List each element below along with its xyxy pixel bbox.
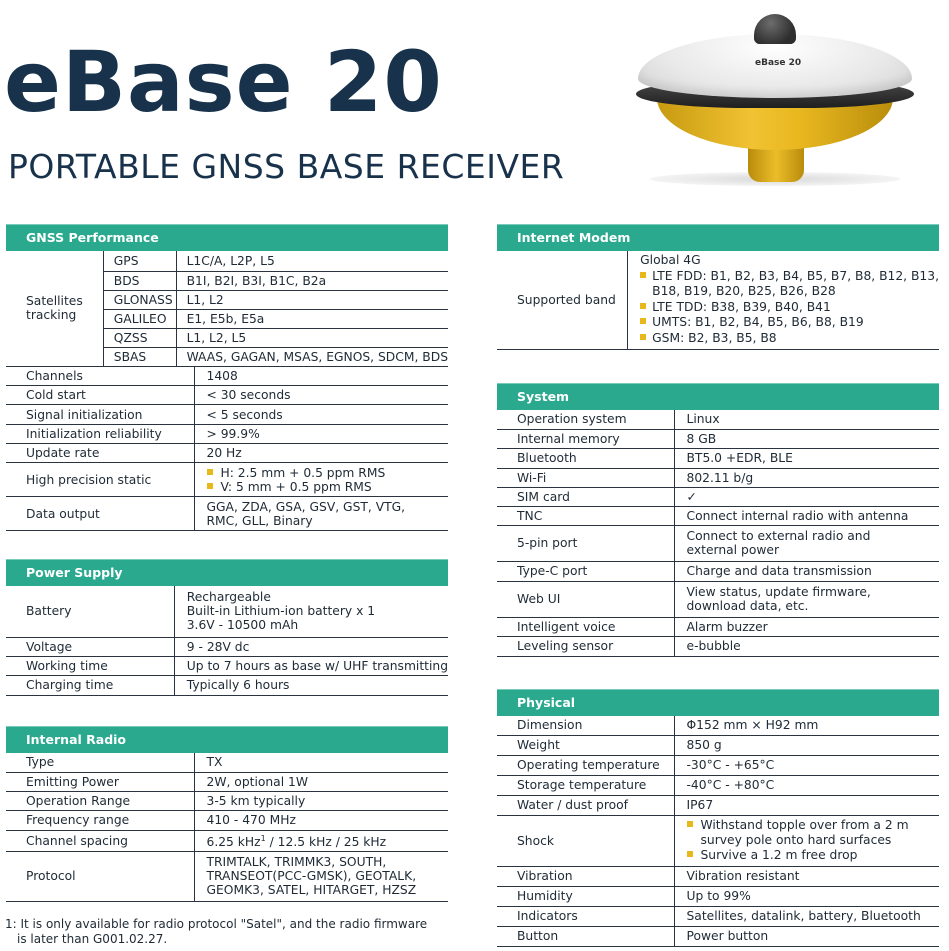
gnss-system-value: L1, L2: [176, 290, 448, 309]
spec-label: Supported band: [497, 251, 628, 349]
gnss-system-name: BDS: [103, 271, 176, 290]
spec-value: Alarm buzzer: [674, 617, 939, 636]
spec-value: [674, 525, 939, 561]
spec-value: [174, 586, 448, 637]
bullet-icon: [640, 318, 646, 324]
spec-label: Battery: [6, 586, 174, 637]
spec-value: IP67: [674, 795, 939, 815]
spec-value: Up to 99%: [674, 886, 939, 906]
spec-value: [194, 463, 448, 497]
spec-label: Frequency range: [6, 810, 194, 830]
bullet-icon: [207, 483, 213, 489]
bullet-icon: [207, 469, 213, 475]
spec-value: < 30 seconds: [194, 386, 448, 405]
spec-label: Dimension: [497, 716, 674, 735]
spec-value: [194, 851, 448, 901]
spec-value: [628, 251, 939, 349]
system-section: [497, 383, 939, 657]
spec-label: Indicators: [497, 906, 674, 926]
spec-value: -40°C - +80°C: [674, 775, 939, 795]
footnote-line: 1: It is only available for radio protocol "Satel", and the radio firmware: [5, 917, 428, 931]
shock-line: survey pole onto hard surfaces: [700, 833, 892, 847]
shock-line: Survive a 1.2 m free drop: [700, 848, 858, 862]
gnss-system-value: L1C/A, L2P, L5: [176, 251, 448, 271]
bullet-icon: [687, 821, 693, 827]
spec-label: Weight: [497, 735, 674, 755]
spec-label: Voltage: [6, 637, 174, 656]
spec-value: [674, 581, 939, 617]
band-line: GSM: B2, B3, B5, B8: [652, 330, 777, 345]
spec-label: TNC: [497, 506, 674, 525]
gnss-system-name: GLONASS: [103, 290, 176, 309]
spec-value: 2W, optional 1W: [194, 772, 448, 791]
physical-section: [497, 689, 939, 947]
spec-value: Satellites, datalink, battery, Bluetooth: [674, 906, 939, 926]
spec-value: Vibration resistant: [674, 866, 939, 886]
spec-value: Charge and data transmission: [674, 561, 939, 581]
spec-label: Operation system: [497, 410, 674, 429]
spec-label: Wi-Fi: [497, 468, 674, 487]
spec-label: Intelligent voice: [497, 617, 674, 636]
spec-value: < 5 seconds: [194, 405, 448, 425]
gnss-system-name: GALILEO: [103, 309, 176, 328]
spec-value: -30°C - +65°C: [674, 755, 939, 775]
spec-label: Cold start: [6, 386, 194, 405]
battery-line: Built-in Lithium-ion battery x 1: [186, 604, 376, 619]
spec-label: Button: [497, 926, 674, 946]
spec-value: [194, 830, 448, 851]
spec-value: 802.11 b/g: [674, 468, 939, 487]
band-line: UMTS: B1, B2, B4, B5, B6, B8, B19: [652, 315, 864, 330]
footnote-marker: 1: [260, 834, 266, 843]
spec-label: Vibration: [497, 866, 674, 886]
hps-v: V: 5 mm + 0.5 ppm RMS: [220, 479, 372, 494]
spec-value: Linux: [674, 410, 939, 429]
spec-label: Signal initialization: [6, 405, 194, 425]
pin-line: Connect to external radio and: [686, 529, 871, 543]
section-heading: Internet Modem: [497, 224, 939, 251]
spec-value: ✓: [674, 487, 939, 506]
product-title: eBase 20: [4, 33, 443, 131]
section-heading: Power Supply: [6, 559, 448, 586]
power-supply-section: [6, 559, 448, 696]
section-heading: Internal Radio: [6, 726, 448, 753]
spec-label: Channel spacing: [6, 830, 194, 851]
section-heading: System: [497, 383, 939, 410]
battery-line: Rechargeable: [186, 590, 271, 605]
spec-label: High precision static: [6, 463, 194, 497]
webui-line: View status, update firmware,: [686, 585, 871, 599]
shock-line: Withstand topple over from a 2 m: [700, 818, 909, 832]
bullet-icon: [640, 272, 646, 278]
bullet-icon: [687, 851, 693, 857]
bullet-icon: [640, 334, 646, 340]
protocol-line: TRIMTALK, TRIMMK3, SOUTH,: [206, 855, 387, 869]
spec-value: 1408: [194, 367, 448, 386]
spec-value: [674, 815, 939, 866]
spec-label: Leveling sensor: [497, 636, 674, 656]
webui-line: download data, etc.: [686, 599, 809, 613]
pin-line: external power: [686, 543, 780, 557]
section-heading: Physical: [497, 689, 939, 716]
spec-value: TX: [194, 753, 448, 772]
spec-label: SIM card: [497, 487, 674, 506]
spec-label: Type-C port: [497, 561, 674, 581]
spec-label: Type: [6, 753, 194, 772]
spec-label: Water / dust proof: [497, 795, 674, 815]
footnote: [5, 917, 450, 947]
footnote-line: is later than G001.02.27.: [17, 932, 168, 946]
band-line: LTE FDD: B1, B2, B3, B4, B5, B7, B8, B12, B13,: [652, 268, 939, 283]
spec-label: Web UI: [497, 581, 674, 617]
spec-label: Operating temperature: [497, 755, 674, 775]
spec-value: 8 GB: [674, 429, 939, 448]
protocol-line: TRANSEOT(PCC-GMSK), GEOTALK,: [206, 869, 417, 883]
spec-label: Operation Range: [6, 791, 194, 810]
spacing-b: / 12.5 kHz / 25 kHz: [265, 835, 387, 849]
spec-label: Protocol: [6, 851, 194, 901]
internal-radio-section: [6, 726, 448, 902]
internet-modem-section: [497, 224, 939, 350]
spec-label: 5-pin port: [497, 525, 674, 561]
bullet-icon: [640, 303, 646, 309]
section-heading: GNSS Performance: [6, 224, 448, 251]
spec-label: Working time: [6, 656, 174, 675]
spec-value: e-bubble: [674, 636, 939, 656]
spec-value: Connect internal radio with antenna: [674, 506, 939, 525]
spec-label: Storage temperature: [497, 775, 674, 795]
spec-label: Humidity: [497, 886, 674, 906]
spec-label: Update rate: [6, 444, 194, 463]
protocol-line: GEOMK3, SATEL, HITARGET, HZSZ: [206, 883, 417, 897]
spec-label: Emitting Power: [6, 772, 194, 791]
spec-value: Power button: [674, 926, 939, 946]
spec-label: Channels: [6, 367, 194, 386]
spec-label: Shock: [497, 815, 674, 866]
spec-value: 3-5 km typically: [194, 791, 448, 810]
spec-value: Φ152 mm × H92 mm: [674, 716, 939, 735]
data-output-line: GGA, ZDA, GSA, GSV, GST, VTG,: [206, 499, 406, 514]
gnss-system-name: GPS: [103, 251, 176, 271]
satellites-tracking-label: Satellites tracking: [6, 251, 103, 366]
spec-value: [194, 497, 448, 531]
spec-value: 410 - 470 MHz: [194, 810, 448, 830]
gnss-system-name: QZSS: [103, 328, 176, 347]
spec-value: > 99.9%: [194, 425, 448, 444]
gnss-system-value: WAAS, GAGAN, MSAS, EGNOS, SDCM, BDS: [176, 347, 448, 366]
gnss-system-value: E1, E5b, E5a: [176, 309, 448, 328]
spec-value: 850 g: [674, 735, 939, 755]
spec-value: BT5.0 +EDR, BLE: [674, 448, 939, 468]
spec-label: Initialization reliability: [6, 425, 194, 444]
spec-label: Charging time: [6, 675, 174, 695]
data-output-line: RMC, GLL, Binary: [206, 513, 313, 528]
spec-value: 20 Hz: [194, 444, 448, 463]
spec-value: 9 - 28V dc: [174, 637, 448, 656]
battery-line: 3.6V - 10500 mAh: [186, 618, 299, 633]
spec-value: Up to 7 hours as base w/ UHF transmitting: [174, 656, 448, 675]
gnss-system-value: B1I, B2I, B3I, B1C, B2a: [176, 271, 448, 290]
gnss-system-value: L1, L2, L5: [176, 328, 448, 347]
band-title: Global 4G: [640, 253, 701, 268]
spacing-a: 6.25 kHz: [206, 835, 261, 849]
spec-label: Bluetooth: [497, 448, 674, 468]
spec-label: Internal memory: [497, 429, 674, 448]
hps-h: H: 2.5 mm + 0.5 ppm RMS: [220, 465, 386, 480]
band-line: B18, B19, B20, B25, B26, B28: [652, 284, 836, 299]
spec-value: Typically 6 hours: [174, 675, 448, 695]
gnss-performance-section: [6, 224, 448, 531]
spec-label: Data output: [6, 497, 194, 531]
gnss-system-name: SBAS: [103, 347, 176, 366]
product-subtitle: PORTABLE GNSS BASE RECEIVER: [8, 147, 565, 186]
band-line: LTE TDD: B38, B39, B40, B41: [652, 299, 831, 314]
device-label: eBase 20: [755, 58, 802, 68]
